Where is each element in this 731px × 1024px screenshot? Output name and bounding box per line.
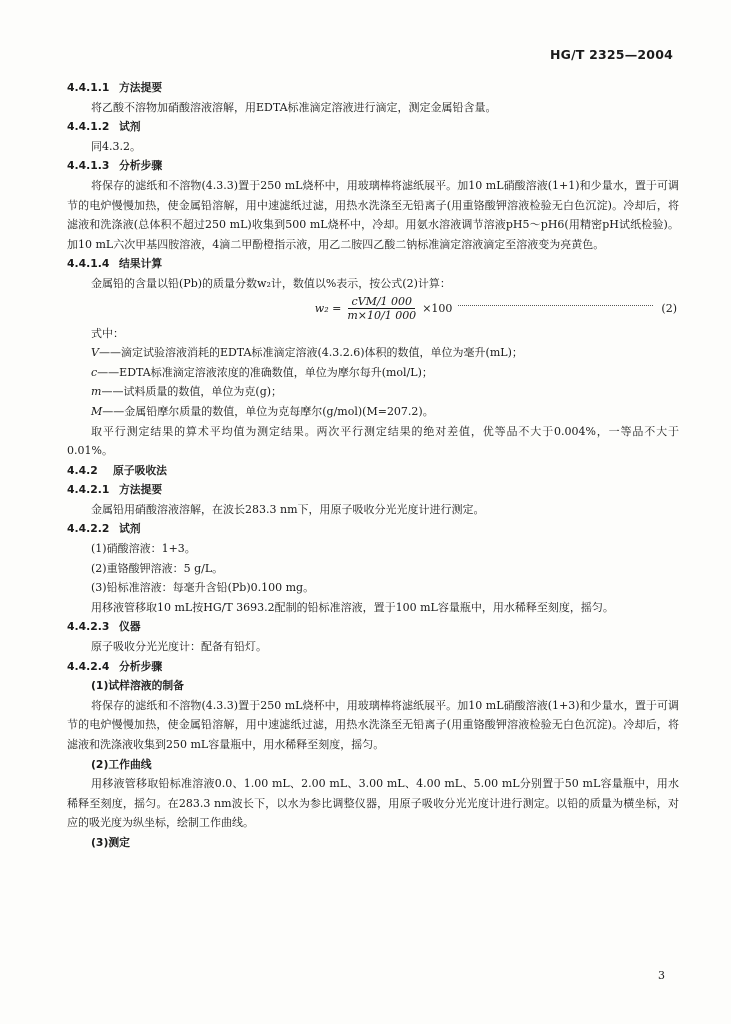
- subheading-determination: (3)测定: [91, 835, 130, 849]
- dotted-leader: [458, 305, 653, 306]
- heading-4-4-2-4: [67, 657, 679, 677]
- paragraph-instrument: 原子吸收分光光度计：配备有铅灯。: [91, 640, 267, 654]
- standard-number: HG/T 2325—2004: [549, 47, 673, 62]
- variable-description: ——滴定试验溶液消耗的EDTA标准滴定溶液(4.3.2.6)体积的数值，单位为毫升(mL)；: [98, 346, 523, 360]
- heading-number: 4.4.2.1: [67, 483, 110, 497]
- heading-number: 4.4.1.4: [67, 257, 110, 271]
- paragraph-working-curve: 用移液管移取铅标准溶液0.0、1.00 mL、2.00 mL、3.00 mL、4.00 mL、5.00 mL分别置于50 mL容量瓶中，用水稀释至刻度，摇匀。在283.3 nm波长下，以水为参比调整仪器，用原子吸收分光光度计进行测定。以铅的质量为横坐标，对应的吸光度为纵坐标，绘制工作曲线。: [67, 777, 679, 830]
- heading-number: 4.4.2.3: [67, 620, 110, 634]
- heading-title: 方法提要: [119, 483, 163, 497]
- heading-number: 4.4.2.2: [67, 522, 110, 536]
- variable-symbol: m: [91, 385, 102, 399]
- heading-title: 分析步骤: [119, 659, 163, 673]
- paragraph-reagents: 同4.3.2。: [91, 139, 141, 153]
- formula-numerator: cVM/1 000: [348, 295, 415, 309]
- paragraph-sample-solution: 将保存的滤纸和不溶物(4.3.3)置于250 mL烧杯中，用玻璃棒将滤纸展平。加10 mL硝酸溶液(1+3)和少量水，置于可调节的电炉慢慢加热，使金属铅溶解，用中速滤纸过滤，用热水洗涤至无铅离子(用重铬酸钾溶液检验无白色沉淀)。冷却后，将滤液和洗涤液收集到250 mL容量瓶中，用水稀释至刻度，摇匀。: [67, 698, 679, 751]
- heading-4-4-1-4: [67, 254, 679, 274]
- heading-title: 试剂: [119, 522, 141, 536]
- where-label: 式中：: [91, 326, 124, 340]
- variable-description: ——试料质量的数值，单位为克(g)；: [101, 385, 283, 399]
- variable-definition: [67, 363, 679, 383]
- formula-rhs: ×100: [422, 301, 453, 315]
- variable-description: ——EDTA标准滴定溶液浓度的准确数值，单位为摩尔每升(mol/L)；: [97, 365, 433, 379]
- heading-4-4-2-3: [67, 617, 679, 637]
- heading-4-4-2: [67, 461, 679, 481]
- heading-4-4-2-2: [67, 519, 679, 539]
- heading-4-4-2-1: [67, 480, 679, 500]
- variable-symbol: V: [91, 346, 99, 360]
- formula-expression: [315, 295, 677, 322]
- subheading-working-curve: (2)工作曲线: [91, 757, 152, 771]
- variable-definition: [67, 382, 679, 402]
- reagent-item: (2)重铬酸钾溶液：5 g/L。: [91, 561, 224, 575]
- heading-4-4-1-1: [67, 78, 679, 98]
- heading-title: 仪器: [119, 620, 141, 634]
- heading-number: 4.4.2.4: [67, 659, 110, 673]
- paragraph-aas-summary: 金属铅用硝酸溶液溶解，在波长283.3 nm下，用原子吸收分光光度计进行测定。: [91, 502, 485, 516]
- formula-fraction: [344, 295, 419, 322]
- heading-number: 4.4.1.3: [67, 159, 110, 173]
- reagent-item: (1)硝酸溶液：1+3。: [91, 542, 196, 556]
- variable-description: ——金属铅摩尔质量的数值，单位为克每摩尔(g/mol)(M=207.2)。: [102, 404, 434, 418]
- formula-denominator: m×10/1 000: [347, 309, 417, 323]
- heading-title: 分析步骤: [119, 159, 163, 173]
- paragraph-standard-prep: 用移液管移取10 mL按HG/T 3693.2配制的铅标准溶液，置于100 mL容量瓶中，用水稀释至刻度，摇匀。: [91, 600, 614, 614]
- variable-symbol: c: [91, 365, 98, 379]
- page-number: 3: [658, 969, 665, 982]
- document-body: [67, 78, 679, 853]
- heading-number: 4.4.1.2: [67, 120, 110, 134]
- paragraph-analysis-steps: 将保存的滤纸和不溶物(4.3.3)置于250 mL烧杯中，用玻璃棒将滤纸展平。加10 mL硝酸溶液(1+1)和少量水，置于可调节的电炉慢慢加热，使金属铅溶解，用中速滤纸过滤，用热水洗涤至无铅离子(用重铬酸钾溶液检验无白色沉淀)。冷却后，将滤液和洗涤液(总体积不超过250 mL)收集到500 mL烧杯中，冷却。用氨水溶液调节溶液pH5～pH6(用精密pH试纸检验)。加10 mL六次甲基四胺溶液，4滴二甲酚橙指示液，用乙二胺四乙酸二钠标准滴定溶液滴定至溶液变为亮黄色。: [67, 178, 679, 251]
- subheading-sample-solution: (1)试样溶液的制备: [91, 679, 184, 693]
- paragraph-result-rule: 取平行测定结果的算术平均值为测定结果。两次平行测定结果的绝对差值，优等品不大于0.004%，一等品不大于0.01%。: [67, 424, 679, 458]
- variable-symbol: M: [91, 404, 103, 418]
- heading-title: 试剂: [119, 120, 141, 134]
- heading-title: 结果计算: [119, 257, 163, 271]
- variable-definition: [67, 402, 679, 422]
- reagent-item: (3)铅标准溶液：每毫升含铅(Pb)0.100 mg。: [91, 581, 315, 595]
- heading-4-4-1-2: [67, 117, 679, 137]
- heading-number: 4.4.2: [67, 463, 98, 477]
- paragraph-method-summary: 将乙酸不溶物加硝酸溶液溶解，用EDTA标准滴定溶液进行滴定，测定金属铅含量。: [91, 100, 497, 114]
- variable-definition: [67, 343, 679, 363]
- heading-number: 4.4.1.1: [67, 81, 110, 94]
- heading-4-4-1-3: [67, 156, 679, 176]
- heading-title: 原子吸收法: [113, 463, 167, 477]
- heading-title: 方法提要: [119, 81, 163, 94]
- formula-2: [67, 294, 679, 324]
- equation-number: (2): [661, 301, 677, 315]
- paragraph-calculation-intro: 金属铅的含量以铅(Pb)的质量分数w₂计，数值以%表示，按公式(2)计算：: [91, 276, 451, 290]
- formula-lhs: w₂ =: [314, 301, 342, 315]
